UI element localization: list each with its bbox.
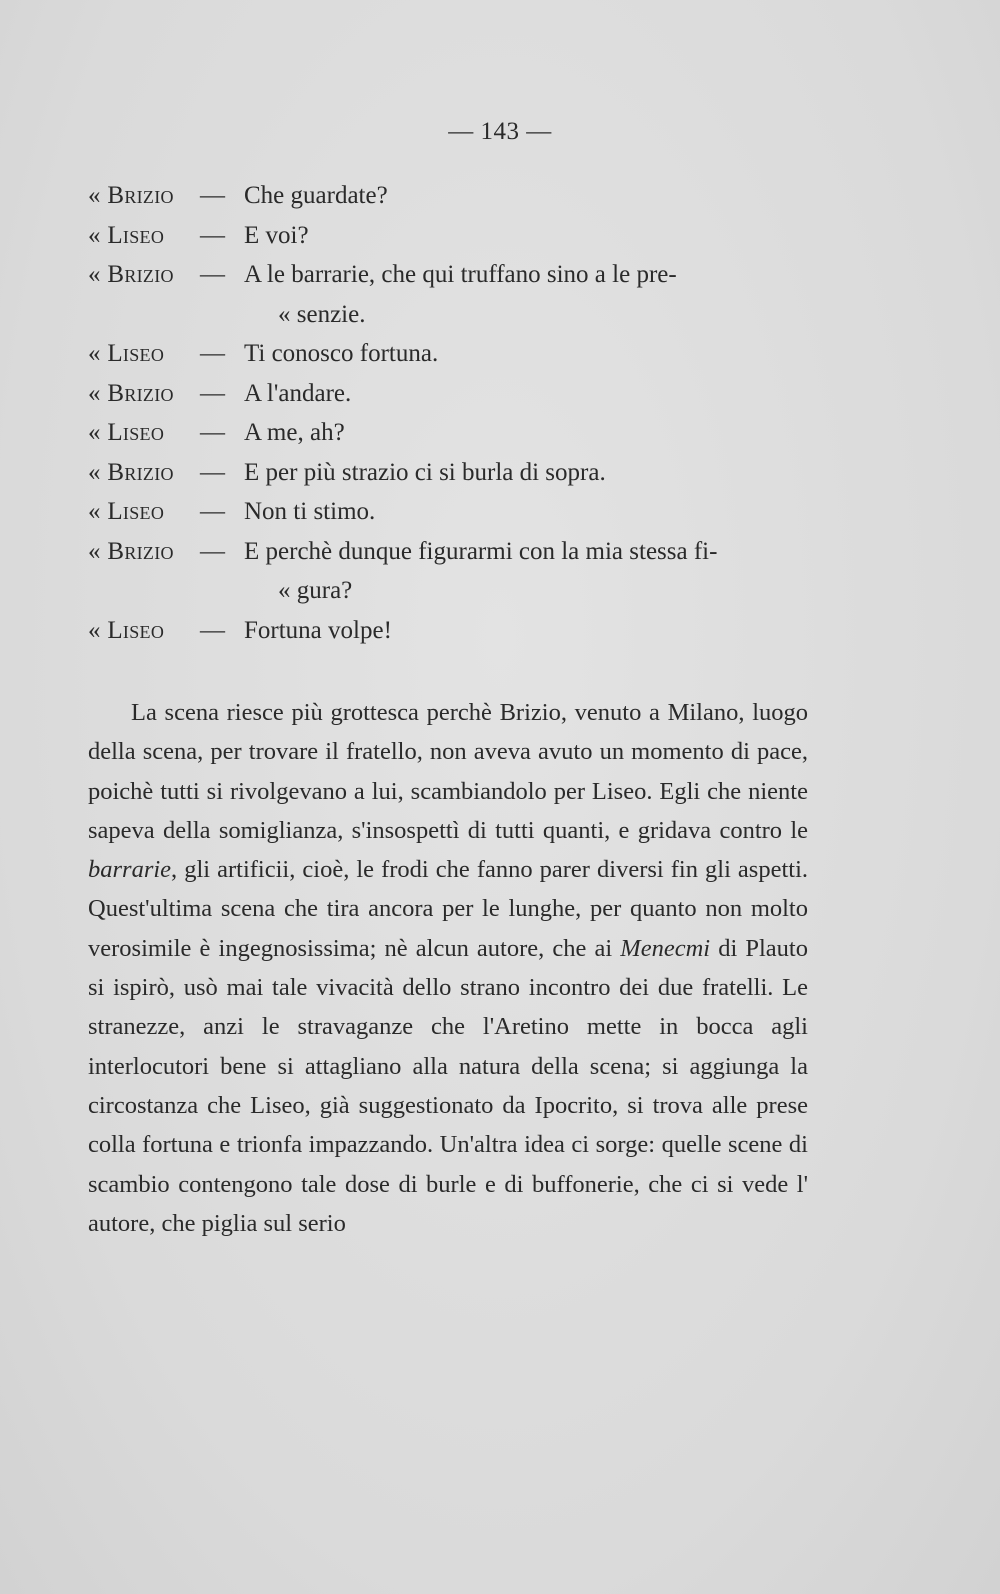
speaker-name: « Brizio — [88, 261, 174, 288]
speaker-name: « Liseo — [88, 498, 165, 525]
dialogue-block — [88, 176, 828, 650]
speaker-name: « Liseo — [88, 221, 165, 249]
speech-text: Ti conosco fortuna. — [244, 340, 439, 367]
dialogue-dash: — — [200, 261, 225, 288]
speech-text: Fortuna volpe! — [244, 616, 392, 644]
paragraph-text: di Plauto si ispirò, usò mai tale vivacità dello strano incontro dei due fratelli. Le stranezze, anzi le stravaganze che l'Aretino mette in bocca agli interlocutori bene si attagliano alla natura della scena; si aggiunga la circostanza che Liseo, già suggestionato da Ipocrito, si trova alle prese colla fortuna e trionfa impazzando. Un'altra idea ci sorge: quelle scene di scambio contengono tale dose di burle e di buffonerie, che ci si vede l' autore, che piglia sul serio — [88, 934, 808, 1237]
speaker-name: « Brizio — [88, 182, 174, 209]
speaker-name: « Brizio — [88, 379, 174, 407]
dialogue-dash: — — [200, 616, 225, 644]
dialogue-dash: — — [200, 537, 225, 565]
speaker-name: « Brizio — [88, 458, 174, 486]
speaker-name: « Brizio — [88, 537, 174, 565]
speaker-name: « Liseo — [88, 616, 165, 644]
dialogue-line — [88, 334, 828, 374]
dialogue-dash: — — [200, 379, 225, 407]
dialogue-dash: — — [200, 498, 225, 525]
speech-text: Non ti stimo. — [244, 498, 376, 525]
speech-text: A le barrarie, che qui truffano sino a le pre- — [244, 261, 677, 288]
dialogue-dash: — — [200, 340, 225, 367]
speech-text: E perchè dunque figurarmi con la mia stessa fi- — [244, 537, 718, 565]
dialogue-dash: — — [200, 182, 225, 209]
speech-continuation: « senzie. — [278, 300, 366, 328]
dialogue-line — [88, 176, 828, 216]
speech-text: Che guardate? — [244, 182, 388, 209]
dialogue-line — [88, 216, 828, 256]
speech-text: E per più strazio ci si burla di sopra. — [244, 458, 606, 486]
dialogue-line — [88, 413, 828, 453]
dialogue-line — [88, 611, 828, 651]
speech-text: A me, ah? — [244, 419, 345, 446]
dialogue-line — [88, 492, 828, 532]
speech-continuation: « gura? — [278, 577, 353, 604]
dialogue-continuation-line — [88, 295, 828, 335]
dialogue-dash: — — [200, 458, 225, 486]
paragraph-text: La scena riesce più grottesca perchè Brizio, venuto a Milano, luogo della scena, per trovare il fratello, non aveva avuto un momento di pace, poichè tutti si rivolgevano a lui, scambiandolo per Liseo. Egli che niente sapeva della somiglianza, s'insospettì di tutti quanti, e gridava contro le — [88, 699, 808, 844]
body-paragraph — [88, 693, 808, 1243]
dialogue-continuation-line — [88, 571, 828, 611]
speech-text: A l'andare. — [244, 379, 352, 407]
dialogue-dash: — — [200, 221, 225, 249]
dialogue-dash: — — [200, 419, 225, 446]
paragraph-text: , gli artificii, cioè, le frodi che fanno parer diversi fin gli aspetti. Quest'ultima scena che tira ancora per le lunghe, per quanto non molto verosimile è ingegnosissima; nè alcun autore, che ai — [88, 856, 808, 962]
dialogue-line — [88, 532, 828, 572]
speaker-name: « Liseo — [88, 419, 165, 446]
speaker-name: « Liseo — [88, 340, 165, 367]
speech-text: E voi? — [244, 221, 309, 249]
dialogue-line — [88, 255, 828, 295]
dialogue-line — [88, 374, 828, 414]
page-number: — 143 — — [448, 118, 552, 145]
italic-term: barrarie — [88, 856, 172, 884]
italic-title: Menecmi — [620, 934, 711, 962]
dialogue-line — [88, 453, 828, 493]
